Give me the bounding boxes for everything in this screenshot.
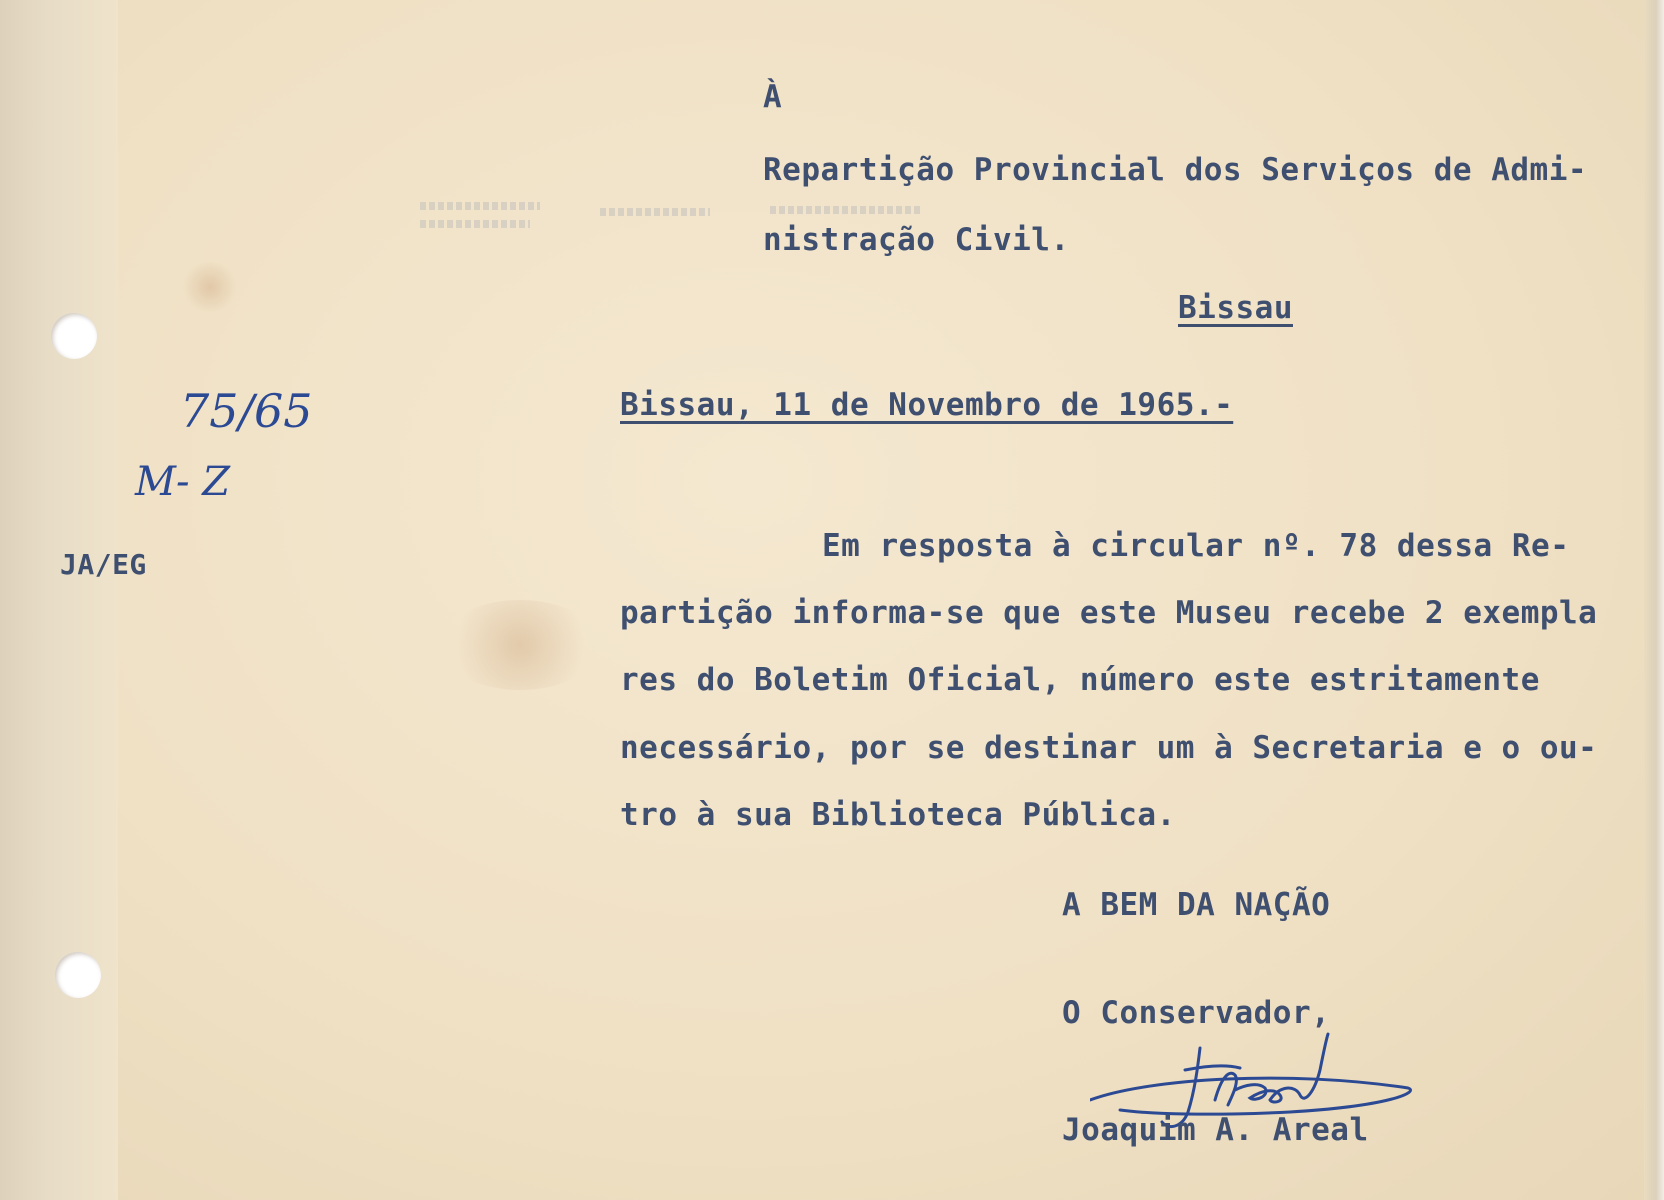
closing-salutation: A BEM DA NAÇÃO — [1062, 887, 1331, 923]
body-line: res do Boletim Oficial, número este estritamente — [620, 662, 1540, 698]
punch-hole — [55, 952, 101, 998]
punch-hole — [51, 313, 97, 359]
addressee-line-1: Repartição Provincial dos Serviços de Admi- — [763, 152, 1588, 188]
faded-imprint — [600, 208, 710, 216]
faded-imprint — [420, 220, 530, 228]
handwritten-reference-code: M- Z — [135, 459, 230, 505]
body-line: partição informa-se que este Museu recebe 2 exempla — [620, 595, 1598, 631]
addressee-city: Bissau — [1178, 290, 1293, 326]
addressee-prefix: À — [763, 79, 783, 115]
body-line: tro à sua Biblioteca Pública. — [620, 797, 1176, 833]
paper-right-edge — [1644, 0, 1664, 1200]
faded-imprint — [770, 206, 920, 214]
paper-left-edge — [0, 0, 118, 1200]
body-line: Em resposta à circular nº. 78 dessa Re- — [822, 528, 1570, 564]
paper-stain — [440, 600, 600, 690]
body-line: necessário, por se destinar um à Secretaria e o ou- — [620, 730, 1598, 766]
addressee-line-2: nistração Civil. — [763, 222, 1070, 258]
signatory-name: Joaquim A. Areal — [1062, 1112, 1369, 1148]
typist-initials: JA/EG — [60, 548, 147, 581]
handwritten-reference-number: 75/65 — [180, 384, 313, 438]
signatory-title: O Conservador, — [1062, 995, 1331, 1031]
paper-stain — [180, 262, 240, 312]
faded-imprint — [420, 202, 540, 210]
date-line: Bissau, 11 de Novembro de 1965.- — [620, 387, 1234, 423]
